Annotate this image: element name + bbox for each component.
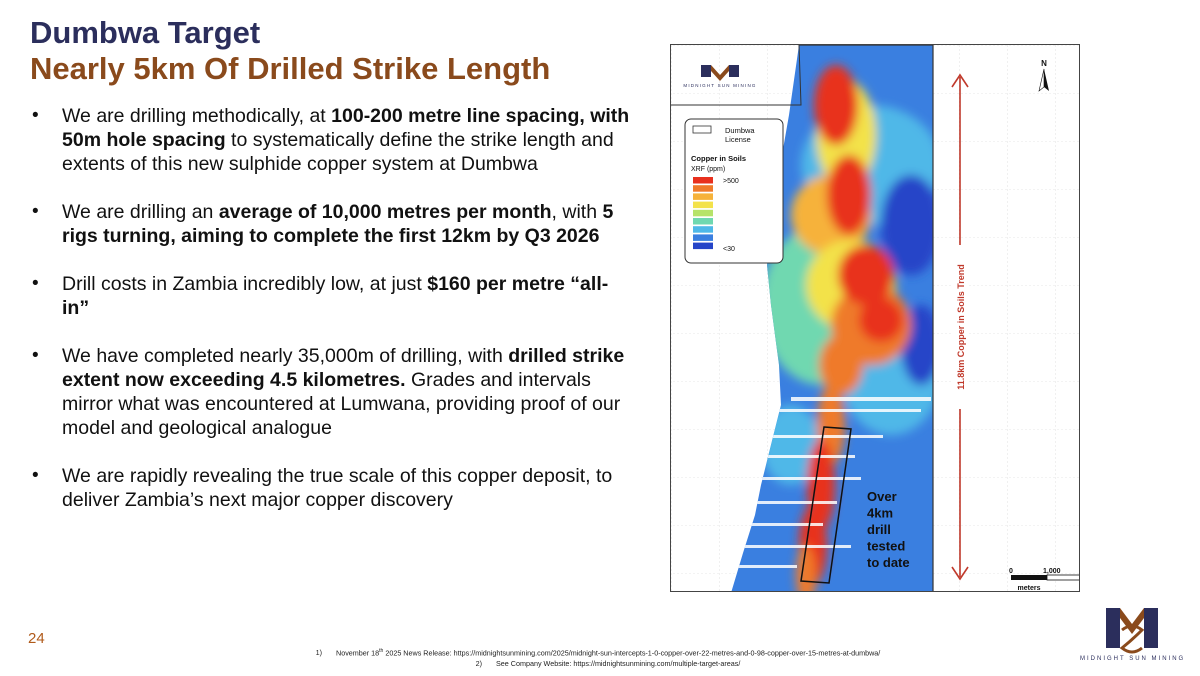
legend-subtitle: XRF (ppm): [691, 166, 726, 173]
footnote-2: [300, 658, 940, 669]
scale-start-label: 0: [1009, 568, 1013, 575]
footnote-1: [300, 646, 940, 658]
map-canvas: [671, 45, 1080, 592]
bullet-item: [30, 344, 630, 440]
legend-swatch: [693, 234, 713, 241]
trend-label: 11.8km Copper in Soils Trend: [956, 264, 966, 390]
bullet-text-segment: Drill costs in Zambia incredibly low, at just: [62, 273, 428, 295]
bullet-marker: •: [32, 273, 39, 294]
bullet-item: [30, 272, 630, 320]
footnote-1-sup: th: [379, 648, 384, 654]
company-logo: [1082, 600, 1182, 660]
bullet-list: [30, 104, 630, 536]
drill-label-line: to date: [867, 555, 910, 570]
bullet-text-segment: average of 10,000 metres per month: [218, 201, 552, 223]
legend-high-label: >500: [723, 178, 739, 185]
legend-license-label: Dumbwa: [725, 126, 755, 135]
drill-label-line: drill: [867, 522, 891, 537]
drill-label-line: 4km: [867, 505, 894, 521]
legend-swatch: [693, 202, 713, 209]
bullet-item: [30, 104, 630, 176]
bullet-text-segment: $160 per metre “all-in”: [62, 273, 609, 319]
drill-label-line: Over: [867, 489, 897, 504]
drill-label-line: tested: [867, 538, 906, 554]
bullet-text-segment: We are drilling methodically, at: [62, 105, 332, 127]
bullet-item: [30, 464, 630, 512]
scale-end-label: 1,000: [1043, 568, 1061, 575]
bullet-item: [30, 200, 630, 248]
bullet-text-segment: to systematically define the strike length and extents of this new sulphide copper system at Dumbwa: [62, 129, 614, 175]
legend-swatch: [693, 177, 713, 184]
legend-low-label: <30: [723, 246, 735, 253]
legend-swatch: [693, 226, 713, 233]
bullet-marker: •: [32, 345, 39, 366]
legend-license-label-2: License: [725, 135, 751, 144]
legend-swatch: [693, 185, 713, 192]
bullet-text-segment: 5 rigs turning, aiming to complete the first 12km by Q3 2026: [62, 201, 614, 247]
legend-swatch: [693, 243, 713, 250]
footnote-2-number: 2): [475, 659, 482, 669]
footnote-1-text-rest: 2025 News Release: https://midnightsunmining.com/2025/midnight-sun-intercepts-1-0-copper-over-22-metres-and-0-98-copper-over-15-metres-at-dumbwa/: [383, 648, 881, 658]
scale-unit-label: meters: [1017, 585, 1041, 592]
bullet-text-segment: Grades and intervals mirror what was encountered at Lumwana, providing proof of our model and geological analogue: [62, 369, 621, 439]
page-subtitle: Nearly 5km Of Drilled Strike Length: [30, 51, 551, 86]
north-label: N: [1041, 59, 1047, 68]
page-number: 24: [28, 630, 45, 647]
scale-bar: [1011, 575, 1080, 580]
bullet-marker: •: [32, 465, 39, 486]
bullet-text-segment: drilled strike extent now exceeding 4.5 kilometres.: [62, 345, 625, 391]
bullet-marker: •: [32, 201, 39, 222]
footnote-2-text: See Company Website: https://midnightsunmining.com/multiple-target-areas/: [496, 659, 741, 669]
soil-map: [670, 44, 1080, 592]
bullet-text-segment: We are rapidly revealing the true scale of this copper deposit, to deliver Zambia’s next major copper discovery: [62, 465, 613, 511]
footnotes: [300, 646, 940, 669]
page-title: Dumbwa Target: [30, 15, 261, 50]
legend-swatch: [693, 193, 713, 200]
footnote-1-text: November 18: [336, 648, 380, 658]
legend-swatch: [693, 210, 713, 217]
bullet-text-segment: 100-200 metre line spacing, with 50m hole spacing: [62, 105, 630, 151]
company-logo-text: MIDNIGHT SUN MINING: [1080, 656, 1186, 662]
legend-title: Copper in Soils: [691, 154, 747, 163]
bullet-text-segment: We are drilling an: [62, 201, 219, 223]
bullet-text-segment: We have completed nearly 35,000m of drilling, with: [62, 345, 509, 367]
map-logo-text: MIDNIGHT SUN MINING: [683, 83, 757, 88]
bullet-marker: •: [32, 105, 39, 126]
footnote-1-number: 1): [315, 648, 322, 658]
bullet-text-segment: , with: [551, 201, 603, 223]
legend-swatch: [693, 218, 713, 225]
